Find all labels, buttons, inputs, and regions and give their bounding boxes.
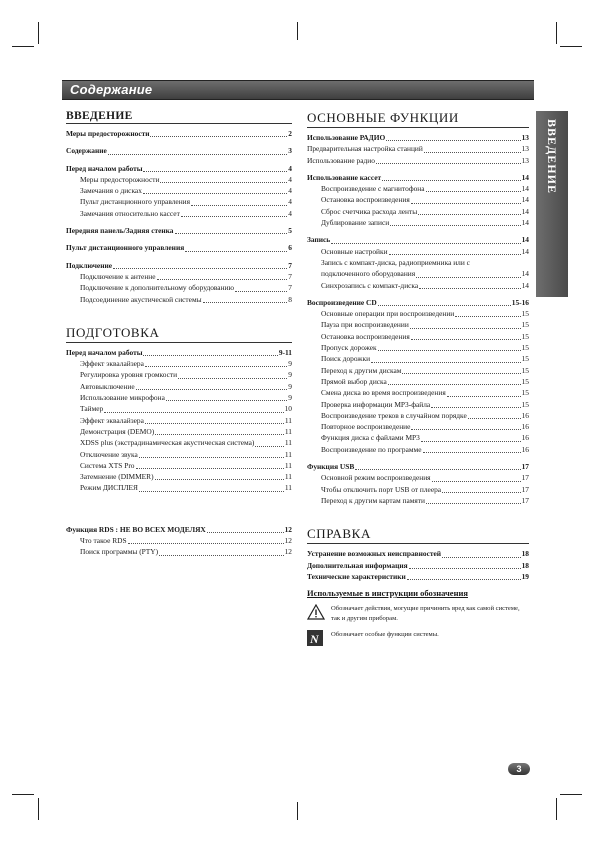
toc-entry-page: 18 [521,560,529,570]
toc-entry [66,294,292,305]
dot-leader [411,196,521,204]
toc-entry [66,426,292,437]
section-heading: ОСНОВНЫЕ ФУНКЦИИ [307,110,529,128]
toc-entry [307,410,529,421]
dot-leader [136,382,288,390]
dot-leader [207,525,284,533]
toc-entry-page: 14 [521,195,529,205]
dot-leader [382,173,520,181]
toc-entry-page: 17 [521,495,529,505]
toc-entry [307,319,529,330]
toc-entry [66,260,292,271]
toc-entry-label: Демонстрация (DEMO) [80,426,155,436]
page-number-badge: 3 [508,763,530,775]
toc-entry-page: 4 [288,208,292,218]
toc-entry [307,194,529,205]
dot-leader [418,207,520,215]
toc-entry-label: Использование кассет [307,172,382,182]
toc-entry-page: 11 [284,449,292,459]
toc-entry-page: 13 [521,155,529,165]
toc-entry-label: Таймер [80,404,104,414]
dot-leader [235,284,287,292]
dot-leader [410,321,521,329]
toc-entry [66,271,292,282]
dot-leader [378,343,521,351]
crop-mark-tl-v [38,22,39,44]
toc-entry-page: 15 [521,343,529,353]
section-heading: ПОДГОТОВКА [66,325,292,343]
toc-entry [66,449,292,460]
toc-entry-page: 4 [288,163,292,173]
toc-entry [66,482,292,493]
toc-entry-label: Меры предосторожности [66,129,150,138]
dot-leader [150,129,287,137]
dot-leader [143,164,287,172]
toc-entry-page: 9 [288,359,292,369]
toc-entry-label: Дополнительная информация [307,560,408,570]
toc-entry-label: Технические характеристики [307,571,406,581]
toc-entry-label: Функция USB [307,462,355,472]
toc-entry [307,217,529,228]
toc-entry [307,234,529,245]
toc-entry-label: подключенного оборудования [321,269,416,279]
toc-entry-page: 2 [288,129,292,138]
toc-entry-page: 9-11 [278,347,292,357]
legend-item [307,604,529,624]
toc-entry-label: Основные настройки [321,246,388,256]
toc-entry-label: Воспроизведение CD [307,297,377,307]
toc-entry [307,548,529,559]
toc-entry-page: 7 [288,283,292,293]
dot-leader [139,450,284,458]
toc-entry-label: Использование микрофона [80,393,165,403]
toc-entry-label: Предварительная настройка станций [307,144,423,154]
toc-entry [66,242,292,253]
crop-mark-br-v [556,798,557,820]
toc-entry [307,560,529,571]
toc-entry-label: Использование радио [307,155,375,165]
toc-entry [66,392,292,403]
toc-entry-label: Подключение к дополнительному оборудованию [80,283,235,293]
toc-entry [66,535,292,546]
toc-entry-page: 4 [288,174,292,184]
title-banner [62,80,534,100]
toc-entry-page: 9 [288,370,292,380]
toc-entry-page: 18 [521,549,529,559]
toc-entry-label: Поиск программы (PTY) [80,547,159,557]
crop-mark-bl-v [38,798,39,820]
toc-entry [307,342,529,353]
toc-entry-page: 17 [521,473,529,483]
dot-leader [331,236,520,244]
dot-leader [143,348,277,356]
toc-entry-label: Функция RDS : НЕ ВО ВСЕХ МОДЕЛЯХ [66,524,206,534]
toc-entry [307,246,529,257]
dot-leader [419,281,520,289]
toc-entry-label: Смена диска во время воспроизведения [321,388,446,398]
toc-entry-page: 7 [288,260,292,270]
toc-entry [307,461,529,472]
dot-leader [411,422,520,430]
toc-entry [307,183,529,194]
toc-entry-page: 14 [521,235,529,245]
dot-leader [255,439,284,447]
toc-entry-page: 12 [284,524,292,534]
toc-entry-label: Отключение звука [80,449,138,459]
dot-leader [166,393,287,401]
toc-entry [66,546,292,557]
toc-entry [307,421,529,432]
toc-entry-label: Основной режим воспроизведения [321,473,431,483]
toc-entry-label: Регулировка уровня громкости [80,370,178,380]
dot-leader [426,184,521,192]
dot-leader [389,247,521,255]
svg-text:N: N [310,632,319,647]
dot-leader [185,244,287,252]
toc-entry-label: Прямой выбор диска [321,376,387,386]
spacer [66,494,292,524]
toc-entry [307,132,529,143]
toc-entry [66,381,292,392]
warning-icon [307,604,325,620]
right-column [307,110,529,652]
toc-entry [66,403,292,414]
toc-entry-page: 11 [284,460,292,470]
toc-entry-label: Содержание [66,146,107,156]
legend-text: Обозначает особые функции системы. [331,631,439,639]
toc-entry [66,282,292,293]
toc-entry-page: 11 [284,483,292,493]
dot-leader [113,261,287,269]
toc-entry-page: 15 [521,354,529,364]
toc-entry-page: 13 [521,144,529,154]
dot-leader [160,175,287,183]
toc-entry [307,268,529,279]
toc-entry-label: Пауза при воспроизведении [321,320,409,330]
toc-entry [307,206,529,217]
toc-entry-page: 15 [521,365,529,375]
toc-entry-label: Синхрозапись с компакт-диска [321,280,419,290]
toc-entry [307,155,529,166]
legend-text: Обозначает действия, могущие причинить вред как самой системе, так и другим приборам. [331,605,520,623]
dot-leader [104,405,283,413]
toc-entry-label: Переход к другим дискам [321,365,402,375]
toc-entry-page: 11 [284,426,292,436]
toc-entry-page: 14 [521,280,529,290]
toc-entry [66,128,292,139]
toc-entry-page: 14 [521,246,529,256]
note-icon [307,630,325,646]
toc-entry [307,280,529,291]
toc-entry-label: Передняя панель/Задняя стенка [66,226,174,236]
dot-leader [455,309,520,317]
dot-leader [407,572,521,580]
toc-entry-page: 8 [288,294,292,304]
toc-entry-label: Подключение [66,260,112,270]
dot-leader [426,496,521,504]
toc-entry [66,471,292,482]
dot-leader [421,434,521,442]
toc-entry-label: Подключение к антенне [80,271,156,281]
toc-entry-label: Функция диска с файлами MP3 [321,433,420,443]
left-column [66,110,292,558]
toc-entry-label: Повторное воспроизведение [321,422,411,432]
section-heading: ВВЕДЕНИЕ [66,110,292,124]
toc-entry-label: Пульт дистанционного управления [66,243,185,253]
side-tab-label: ВВЕДЕНИЕ [545,119,559,194]
dot-leader [191,198,287,206]
dot-leader [423,445,521,453]
toc-entry-page: 4 [288,186,292,196]
toc-entry [307,257,529,268]
dot-leader [157,272,288,280]
dot-leader [139,484,284,492]
toc-entry [307,399,529,410]
toc-entry-page: 14 [521,269,529,279]
toc-entry-label: XDSS plus (экстрадинамическая акустическая система) [80,438,255,448]
toc-entry [307,297,529,308]
toc-entry-page: 14 [521,172,529,182]
toc-entry-page: 3 [288,146,292,156]
toc-entry-page: 17 [521,484,529,494]
toc-entry [307,432,529,443]
toc-entry-label: Запись с компакт-диска, радиоприемника или с [321,257,470,267]
section-heading: СПРАВКА [307,526,529,544]
dot-leader [181,209,288,217]
dot-leader [442,550,521,558]
toc-entry-page: 16 [521,444,529,454]
toc-entry-label: Перед началом работы [66,163,143,173]
crop-mark-tl-h [12,46,34,47]
dot-leader [432,474,521,482]
toc-entry [66,347,292,358]
dot-leader [442,485,521,493]
toc-entry-page: 15-16 [511,297,529,307]
dot-leader [145,359,287,367]
dot-leader [155,472,284,480]
toc-entry-label: Остановка воспроизведения [321,331,410,341]
toc-entry-label: Перед началом работы [66,347,143,357]
toc-entry [307,376,529,387]
toc-entry [307,365,529,376]
toc-entry-label: Остановка воспроизведения [321,195,410,205]
toc-entry-label: Чтобы отключить порт USB от плеера [321,484,442,494]
crop-mark-bl-h [12,794,34,795]
toc-entry [66,163,292,174]
toc-entry-label: Система XTS Pro [80,460,135,470]
toc-entry-page: 17 [521,462,529,472]
dot-leader [376,156,521,164]
toc-entry-label: Переход к другим картам памяти [321,495,425,505]
legend-item [307,630,529,646]
crop-mark-tr-v [556,22,557,44]
section-side-tab [536,111,568,297]
toc-entry [66,437,292,448]
toc-entry-label: Режим ДИСПЛЕЯ [80,483,138,493]
toc-entry-label: Автовыключение [80,381,135,391]
toc-entry-label: Эффект эквалайзера [80,359,144,369]
dot-leader [390,218,520,226]
toc-entry-label: Пропуск дорожек [321,343,377,353]
dot-leader [175,226,288,234]
toc-entry-label: Сброс счетчика расхода ленты [321,206,418,216]
dot-leader [371,355,521,363]
toc-entry [66,369,292,380]
dot-leader [378,298,511,306]
spacer [307,506,529,526]
toc-entry [307,353,529,364]
toc-entry [66,460,292,471]
toc-entry-page: 11 [284,438,292,448]
toc-entry [66,196,292,207]
toc-entry-label: Проверка информации MP3-файла [321,399,431,409]
toc-entry-label: Воспроизведение треков в случайном порядке [321,410,467,420]
toc-entry [66,524,292,535]
dot-leader [447,389,521,397]
toc-entry-page: 14 [521,184,529,194]
toc-entry [66,145,292,156]
dot-leader [155,427,284,435]
toc-entry-page: 12 [284,547,292,557]
dot-leader [409,561,521,569]
toc-entry-page: 15 [521,309,529,319]
toc-entry-label: Эффект эквалайзера [80,415,144,425]
toc-entry-label: Устранение возможных неисправностей [307,549,442,559]
toc-entry-label: Запись [307,235,331,245]
toc-entry-page: 16 [521,433,529,443]
dot-leader [145,416,284,424]
toc-entry-label: Замечания относительно кассет [80,208,180,218]
toc-entry-page: 7 [288,271,292,281]
toc-entry [66,415,292,426]
dot-leader [431,400,520,408]
toc-entry [307,571,529,582]
dot-leader [136,461,284,469]
dot-leader [143,186,287,194]
toc-entry-page: 13 [521,133,529,142]
toc-entry-page: 19 [521,571,529,581]
crop-mark-br-h [560,794,582,795]
dot-leader [203,295,288,303]
toc-entry [307,444,529,455]
toc-entry-label: Подсоединение акустической системы [80,294,202,304]
toc-entry [307,484,529,495]
dot-leader [411,332,521,340]
dot-leader [108,147,287,155]
toc-entry [307,172,529,183]
toc-entry [307,387,529,398]
toc-entry-label: Основные операции при воспроизведении [321,309,455,319]
toc-entry-page: 15 [521,331,529,341]
dot-leader [128,536,284,544]
crop-mark-bc-v [297,802,298,820]
dot-leader [355,462,520,470]
toc-entry-page: 9 [288,381,292,391]
toc-entry [66,358,292,369]
toc-entry-page: 5 [288,226,292,236]
toc-entry-label: Пульт дистанционного управления [80,197,191,207]
toc-entry-page: 14 [521,218,529,228]
toc-entry-label: Дублирование записи [321,218,390,228]
toc-entry-page: 10 [284,404,292,414]
dot-leader [468,411,521,419]
dot-leader [386,133,520,141]
toc-entry-page: 6 [288,243,292,253]
crop-mark-tc-v [297,22,298,40]
toc-entry-label: Затемнение (DIMMER) [80,472,154,482]
dot-leader [178,371,287,379]
toc-entry [66,174,292,185]
toc-entry [307,495,529,506]
toc-entry-label: Использование РАДИО [307,133,386,142]
spacer [66,305,292,325]
toc-entry-label: Поиск дорожки [321,354,371,364]
toc-entry [307,143,529,154]
toc-entry-label: Воспроизведение по программе [321,444,422,454]
dot-leader [159,548,283,556]
toc-entry-page: 15 [521,376,529,386]
toc-entry-label: Меры предосторожности [80,174,160,184]
toc-entry-page: 16 [521,422,529,432]
toc-entry-page: 11 [284,472,292,482]
toc-entry-page: 16 [521,410,529,420]
toc-entry-page: 15 [521,388,529,398]
toc-entry-label: Что такое RDS [80,536,127,546]
dot-leader [416,270,520,278]
toc-entry-page: 9 [288,393,292,403]
dot-leader [388,377,521,385]
toc-entry-page: 15 [521,399,529,409]
page-title: Содержание [70,82,153,97]
dot-leader [402,366,520,374]
crop-mark-tr-h [560,46,582,47]
toc-entry-page: 15 [521,320,529,330]
toc-entry-page: 12 [284,536,292,546]
toc-entry-page: 11 [284,415,292,425]
toc-entry-page: 4 [288,197,292,207]
toc-entry [307,472,529,483]
dot-leader [424,145,521,153]
toc-entry-label: Замечания о дисках [80,186,142,196]
toc-entry-page: 14 [521,206,529,216]
toc-entry-label: Воспроизведение с магнитофона [321,184,425,194]
toc-entry [66,208,292,219]
toc-entry [66,185,292,196]
toc-entry [66,225,292,236]
toc-entry [307,331,529,342]
toc-entry [307,308,529,319]
legend-heading: Используемые в инструкции обозначения [307,588,468,599]
